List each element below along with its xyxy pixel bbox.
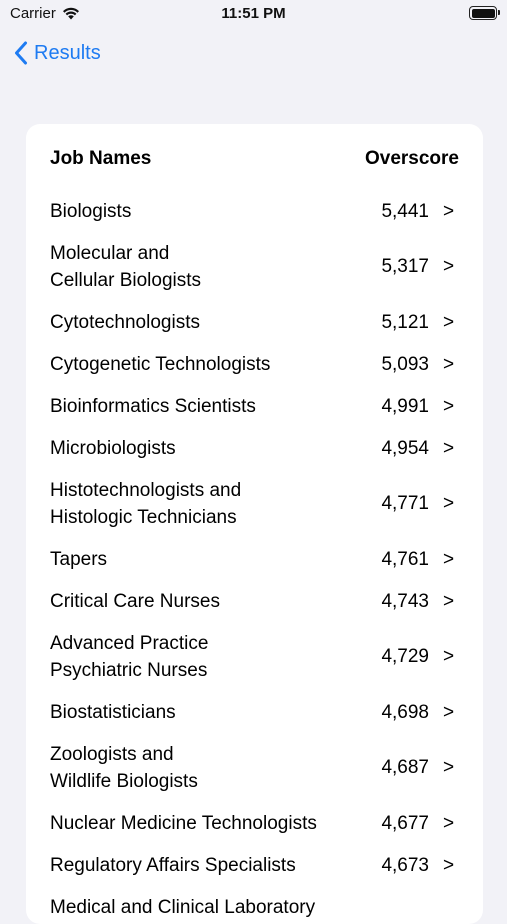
table-row[interactable] <box>50 469 453 538</box>
overscore-value: 4,743 <box>381 590 429 612</box>
back-button[interactable] <box>14 36 101 70</box>
table-row[interactable] <box>50 886 453 924</box>
job-name: Advanced Practice Psychiatric Nurses <box>50 632 209 681</box>
chevron-right-icon: > <box>443 646 455 667</box>
job-name: Critical Care Nurses <box>50 590 220 612</box>
overscore-value: 4,991 <box>381 395 429 417</box>
overscore-value: 5,093 <box>381 353 429 375</box>
table-row[interactable] <box>50 190 453 232</box>
job-name: Zoologists and Wildlife Biologists <box>50 743 198 792</box>
overscore-value: 4,687 <box>381 757 429 778</box>
chevron-right-icon: > <box>443 437 455 459</box>
table-row[interactable] <box>50 301 453 343</box>
table-header <box>50 148 459 174</box>
overscore-value: 4,954 <box>381 437 429 459</box>
overscore-value: 5,317 <box>381 256 429 277</box>
chevron-right-icon: > <box>443 493 455 514</box>
table-row[interactable] <box>50 802 453 844</box>
results-table-card <box>26 124 483 924</box>
table-row[interactable] <box>50 385 453 427</box>
carrier-label: Carrier <box>10 5 56 22</box>
table-row[interactable] <box>50 427 453 469</box>
status-bar <box>0 0 507 28</box>
table-row[interactable] <box>50 622 453 691</box>
job-name: Tapers <box>50 548 108 570</box>
chevron-right-icon: > <box>443 701 455 723</box>
table-row[interactable] <box>50 580 453 622</box>
table-row[interactable] <box>50 733 453 802</box>
job-name: Bioinformatics Scientists <box>50 395 256 417</box>
back-button-label: Results <box>34 41 101 64</box>
battery-level <box>472 9 495 18</box>
job-name: Nuclear Medicine Technologists <box>50 812 317 834</box>
table-row[interactable] <box>50 691 453 733</box>
overscore-value: 4,677 <box>381 812 429 834</box>
chevron-right-icon: > <box>443 590 455 612</box>
chevron-right-icon: > <box>443 854 455 876</box>
chevron-right-icon: > <box>443 353 455 375</box>
overscore-value: 5,441 <box>381 200 429 222</box>
job-name: Biologists <box>50 200 132 222</box>
job-name: Histotechnologists and Histologic Technicians <box>50 479 242 528</box>
clock: 11:51 PM <box>221 5 286 22</box>
overscore-value: 4,761 <box>381 548 429 570</box>
chevron-right-icon: > <box>443 812 455 834</box>
battery-icon <box>469 6 497 20</box>
job-list <box>50 190 453 924</box>
chevron-right-icon: > <box>443 200 455 222</box>
table-row[interactable] <box>50 538 453 580</box>
overscore-value: 4,698 <box>381 701 429 723</box>
chevron-right-icon: > <box>443 395 455 417</box>
overscore-value: 4,729 <box>381 646 429 667</box>
table-row[interactable] <box>50 343 453 385</box>
chevron-right-icon: > <box>443 548 455 570</box>
job-name: Cytotechnologists <box>50 311 200 333</box>
chevron-right-icon: > <box>443 311 455 333</box>
job-name: Molecular and Cellular Biologists <box>50 242 202 291</box>
job-name: Microbiologists <box>50 437 176 459</box>
column-header-job-names: Job Names <box>50 148 152 169</box>
overscore-value: 4,771 <box>381 493 429 514</box>
job-name: Cytogenetic Technologists <box>50 353 271 375</box>
chevron-left-icon <box>14 41 28 65</box>
table-row[interactable] <box>50 232 453 301</box>
job-name: Regulatory Affairs Specialists <box>50 854 296 876</box>
column-header-overscore: Overscore <box>364 148 459 169</box>
job-name: Biostatisticians <box>50 701 176 723</box>
chevron-right-icon: > <box>443 256 455 277</box>
overscore-value: 4,673 <box>381 854 429 876</box>
chevron-right-icon: > <box>443 757 455 778</box>
overscore-value: 5,121 <box>381 311 429 333</box>
job-name: Medical and Clinical Laboratory <box>50 896 316 918</box>
table-row[interactable] <box>50 844 453 886</box>
